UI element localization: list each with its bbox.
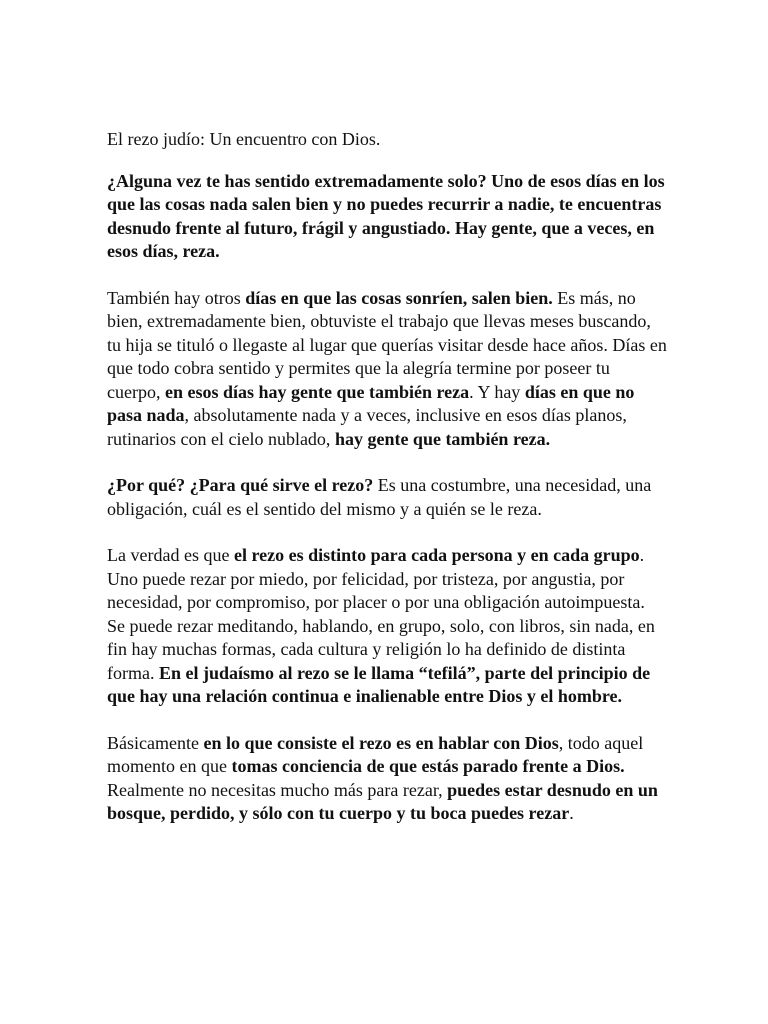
text-run: ¿Alguna vez te has sentido extremadamente solo? Uno de esos días en los que las cosas nada salen bien y no puedes recurrir a nadie, te encuentras desnudo frente al futuro, frágil y angustiado. Hay gente, que a veces, en esos días, reza. xyxy=(107,170,665,261)
text-run: . Uno puede rezar por miedo, por felicidad, por tristeza, por angustia, por necesidad, por compromiso, por placer o por una obligación autoimpuesta. Se puede rezar meditando, hablando, en grupo, solo, con libros, sin nada, en fin hay muchas formas, cada cultura y religión lo ha definido de distinta forma. xyxy=(107,545,655,683)
text-run: Es una costumbre, una necesidad, una obligación, cuál es el sentido del mismo y a quién se le reza. xyxy=(107,475,652,519)
text-run: , absolutamente nada y a veces, inclusive en esos días planos, rutinarios con el cielo nublado, xyxy=(107,405,627,449)
paragraph-5 xyxy=(107,732,667,826)
paragraph-2 xyxy=(107,287,667,452)
text-run: tomas conciencia de que estás parado frente a Dios. xyxy=(231,756,625,776)
text-run: en esos días hay gente que también reza xyxy=(164,381,470,402)
text-run: . xyxy=(569,803,574,823)
text-run: También hay otros xyxy=(107,287,246,308)
text-run: días en que no pasa nada xyxy=(107,381,635,425)
paragraph-1 xyxy=(107,170,667,264)
document-body xyxy=(107,128,667,849)
paragraph-3 xyxy=(107,474,667,521)
paragraph-4 xyxy=(107,544,667,709)
text-run: puedes estar desnudo en un bosque, perdido, y sólo con tu cuerpo y tu boca puedes rezar xyxy=(107,779,658,823)
text-run: Es más, no bien, extremadamente bien, obtuviste el trabajo que llevas meses buscando, tu hija se tituló o llegaste al lugar que querías visitar desde hace años. Días en que todo cobra sentido y permites que la alegría termine por poseer tu cuerpo, xyxy=(107,287,667,402)
text-run: . Y hay xyxy=(469,381,525,402)
text-run: en lo que consiste el rezo es en hablar con Dios xyxy=(203,732,559,753)
text-run: el rezo es distinto para cada persona y en cada grupo xyxy=(233,545,640,565)
text-run: ¿Por qué? ¿Para qué sirve el rezo? xyxy=(107,475,374,495)
text-run: En el judaísmo al rezo se le llama “tefilá”, parte del principio de que hay una relación continua e inalienable entre Dios y el hombre. xyxy=(107,662,651,706)
text-run: hay gente que también reza. xyxy=(334,428,551,449)
text-run: Realmente no necesitas mucho más para rezar, xyxy=(107,779,448,800)
document-title: El rezo judío: Un encuentro con Dios. xyxy=(107,129,381,149)
text-run: , todo aquel momento en que xyxy=(107,732,644,776)
text-run: La verdad es que xyxy=(107,545,234,565)
text-run: días en que las cosas sonríen, salen bien. xyxy=(245,287,553,308)
text-run: Básicamente xyxy=(107,732,204,753)
